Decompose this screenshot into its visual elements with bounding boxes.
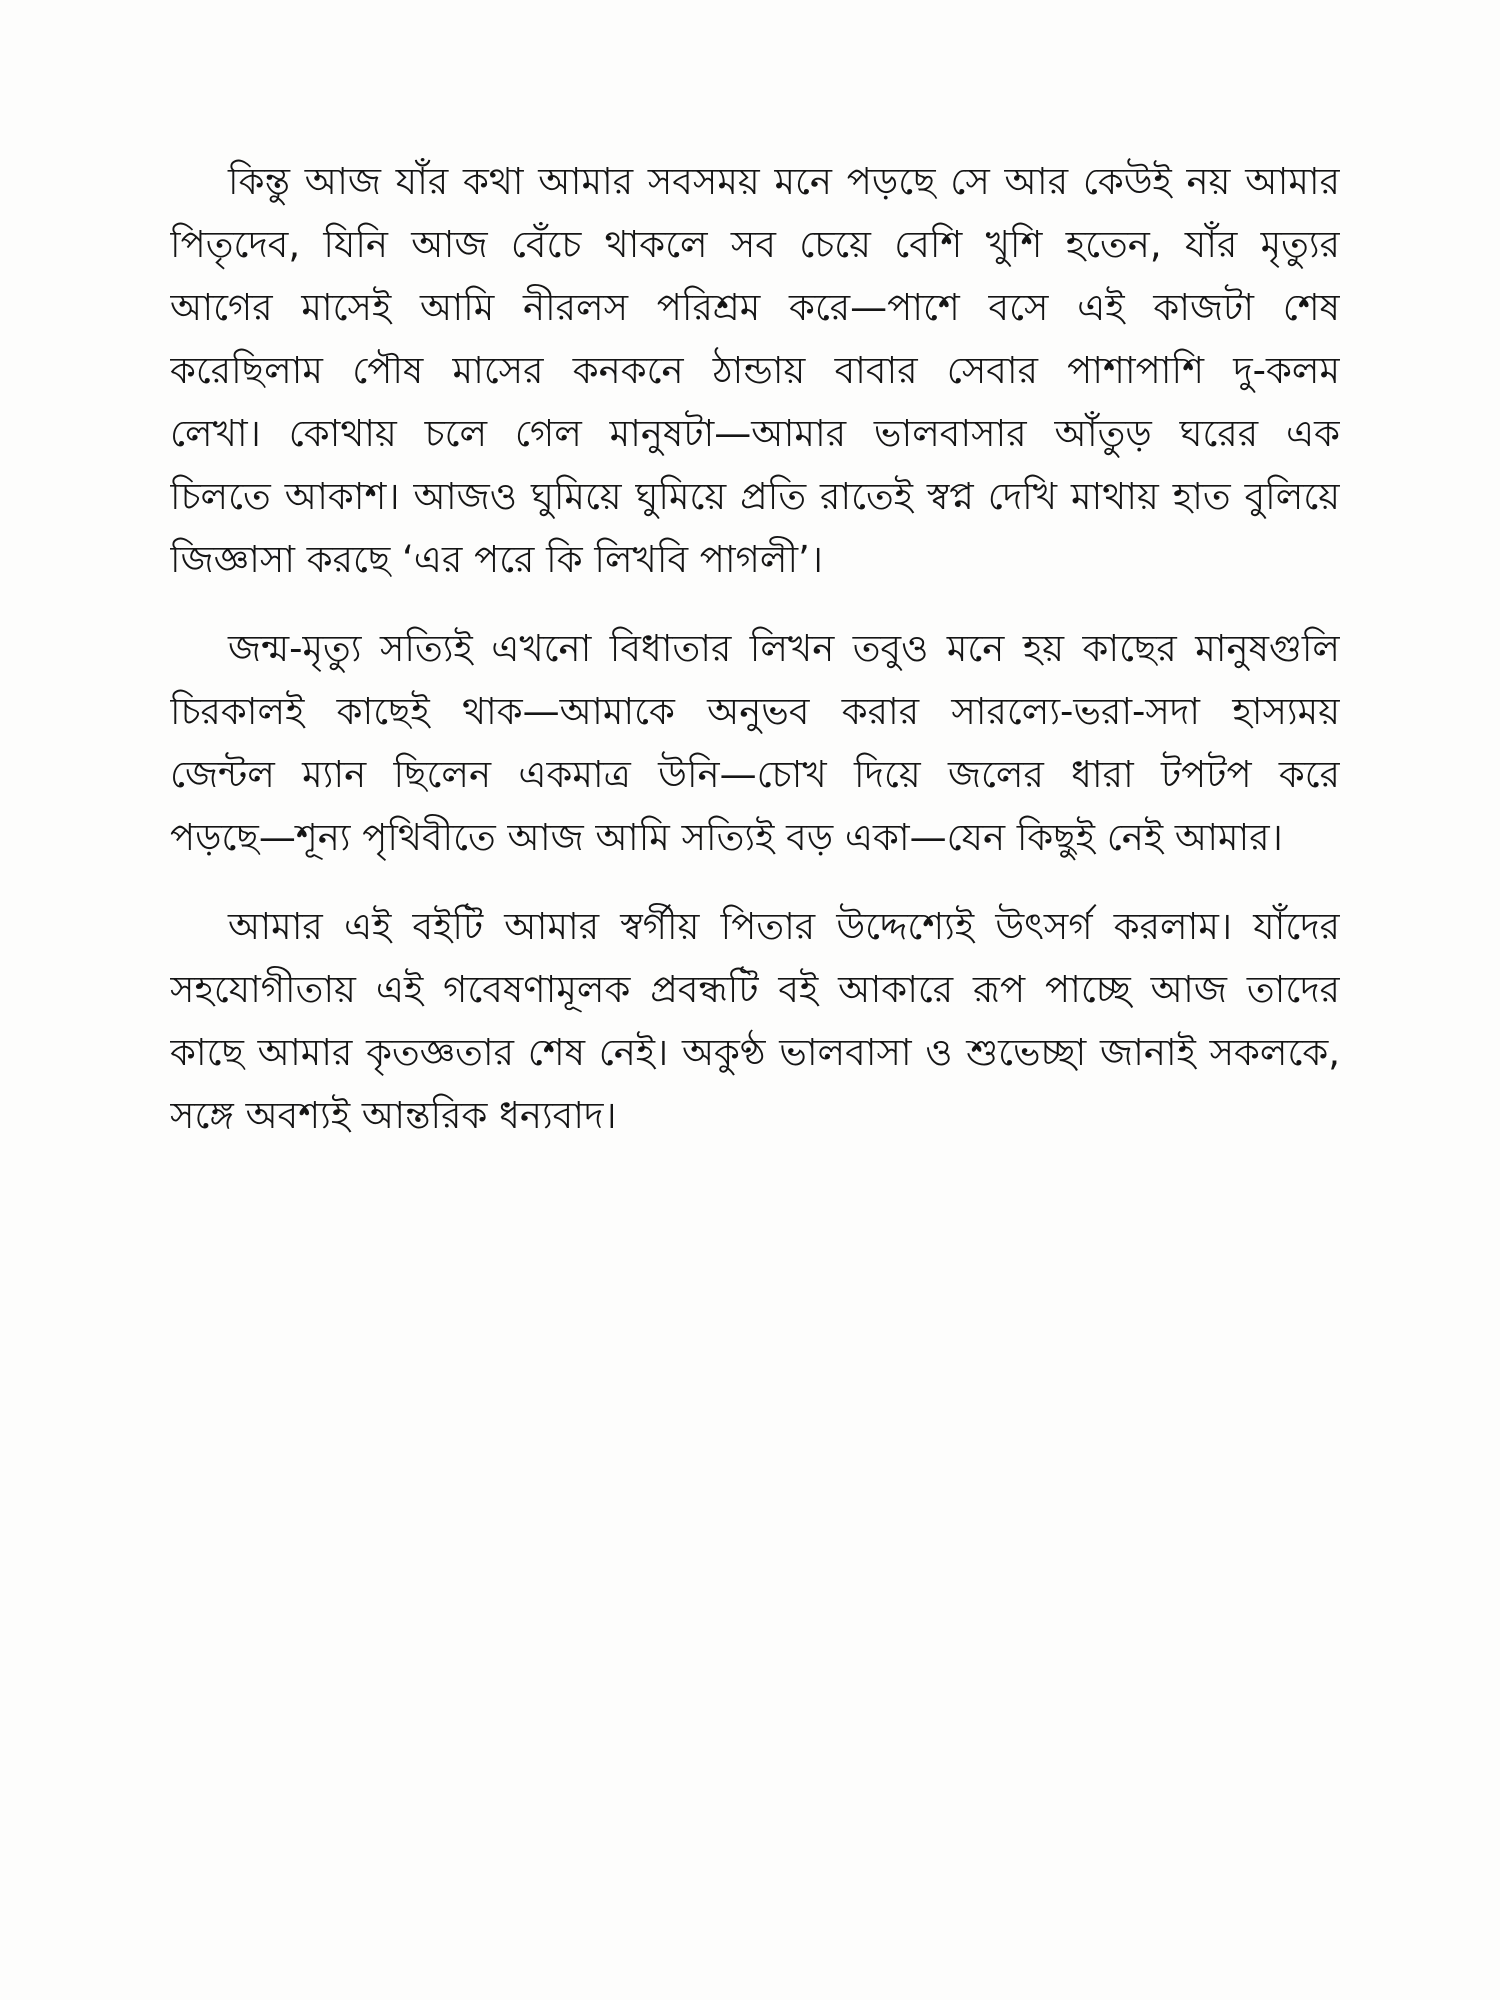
paragraph-2-line-3: জেন্টল ম্যান ছিলেন একমাত্র উনি—চোখ দিয়ে জলের ধারা টপটপ করে (170, 753, 1340, 796)
document-body (170, 150, 1340, 1173)
paragraph-1-line-4: করেছিলাম পৌষ মাসের কনকনে ঠান্ডায় বাবার সেবার পাশাপাশি দু-কলম (170, 349, 1340, 392)
paragraph-3-line-2: সহযোগীতায় এই গবেষণামূলক প্রবন্ধটি বই আকারে রূপ পাচ্ছে আজ তাদের (170, 968, 1340, 1011)
paragraph-1-line-5: লেখা। কোথায় চলে গেল মানুষটা—আমার ভালবাসার আঁতুড় ঘরের এক (170, 412, 1340, 455)
paragraph-2-line-4: পড়ছে—শূন্য পৃথিবীতে আজ আমি সত্যিই বড় একা—যেন কিছুই নেই আমার। (170, 816, 1283, 859)
paragraph-2 (170, 617, 1340, 869)
paragraph-1 (170, 150, 1340, 591)
paragraph-3-line-4: সঙ্গে অবশ্যই আন্তরিক ধন্যবাদ। (170, 1094, 617, 1137)
paragraph-1-line-2: পিতৃদেব, যিনি আজ বেঁচে থাকলে সব চেয়ে বেশি খুশি হতেন, যাঁর মৃত্যুর (170, 223, 1340, 266)
paragraph-1-line-7: জিজ্ঞাসা করছে ‘এর পরে কি লিখবি পাগলী’। (170, 538, 824, 581)
paragraph-1-line-6: চিলতে আকাশ। আজও ঘুমিয়ে ঘুমিয়ে প্রতি রাতেই স্বপ্ন দেখি মাথায় হাত বুলিয়ে (170, 475, 1340, 518)
paragraph-3 (170, 895, 1340, 1147)
paragraph-3-line-1: আমার এই বইটি আমার স্বর্গীয় পিতার উদ্দেশ্যেই উৎসর্গ করলাম। যাঁদের (228, 905, 1340, 948)
paragraph-1-line-1: কিন্তু আজ যাঁর কথা আমার সবসময় মনে পড়ছে সে আর কেউই নয় আমার (228, 160, 1340, 203)
paragraph-2-line-1: জন্ম-মৃত্যু সত্যিই এখনো বিধাতার লিখন তবুও মনে হয় কাছের মানুষগুলি (228, 627, 1340, 670)
paragraph-1-line-3: আগের মাসেই আমি নীরলস পরিশ্রম করে—পাশে বসে এই কাজটা শেষ (170, 286, 1340, 329)
paragraph-2-line-2: চিরকালই কাছেই থাক—আমাকে অনুভব করার সারল্যে-ভরা-সদা হাস্যময় (170, 690, 1340, 733)
paragraph-3-line-3: কাছে আমার কৃতজ্ঞতার শেষ নেই। অকুণ্ঠ ভালবাসা ও শুভেচ্ছা জানাই সকলকে, (170, 1031, 1340, 1074)
